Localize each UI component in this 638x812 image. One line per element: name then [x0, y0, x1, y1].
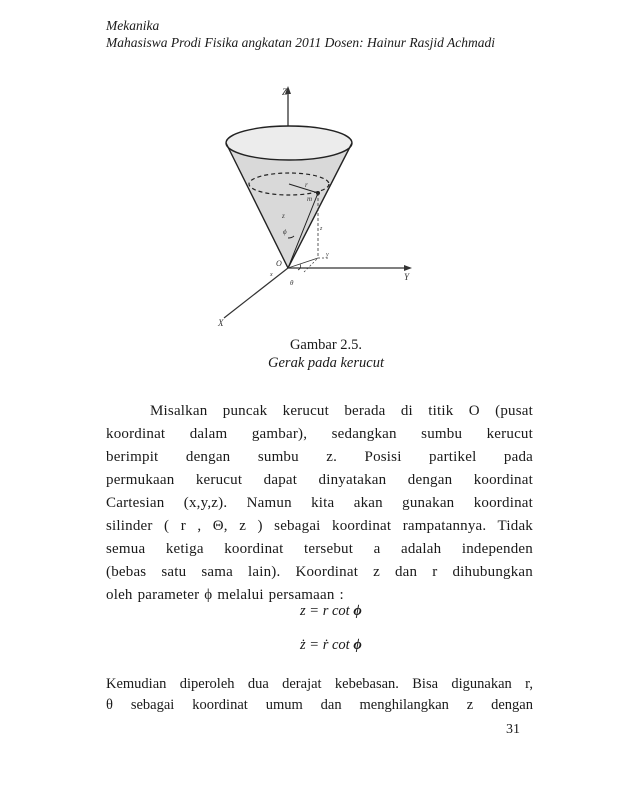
- eq2-lhs: ż: [300, 637, 306, 653]
- phi-label: ϕ: [283, 228, 287, 236]
- y-axis-label: Y: [404, 272, 410, 282]
- cone-body: [226, 143, 352, 268]
- cone-motion-figure: [0, 0, 638, 330]
- z-height-label: z: [320, 226, 323, 232]
- paragraph-line: berimpit dengan sumbu z. Posisi partikel pada: [106, 449, 533, 465]
- page-number: 31: [506, 722, 520, 737]
- z-small-label: z: [282, 212, 285, 220]
- paragraph-line: semua ketiga koordinat tersebut a adalah independen: [106, 541, 533, 557]
- paragraph-line: permukaan kerucut dapat dinyatakan dengan koordinat: [106, 472, 533, 488]
- figure-caption-number: Gambar 2.5.: [289, 337, 363, 353]
- paragraph-line: silinder ( r , Θ, z ) sebagai koordinat rampatannya. Tidak: [106, 518, 533, 534]
- figure-caption-title: Gerak pada kerucut: [268, 355, 384, 371]
- r-label: r: [305, 181, 308, 189]
- equation-1: [300, 603, 362, 620]
- paragraph-line: Misalkan puncak kerucut berada di titik O (pusat: [150, 403, 533, 419]
- y-small-label: y: [326, 252, 329, 258]
- cone-top-rim-fill: [226, 126, 352, 160]
- x-axis-line: [224, 268, 288, 318]
- eq1-rhs: = r cot: [309, 603, 354, 619]
- closing-line: Kemudian diperoleh dua derajat kebebasan. Bisa digunakan r,: [106, 676, 533, 692]
- paragraph-line: koordinat dalam gambar), sedangkan sumbu kerucut: [106, 426, 533, 442]
- eq1-lhs: z: [300, 603, 306, 619]
- y-axis-arrow: [404, 265, 412, 271]
- x-axis-label: X: [218, 318, 224, 328]
- z-axis-label: Z: [282, 87, 288, 97]
- m-label: m: [307, 195, 313, 203]
- eq1-phi: ϕ: [353, 603, 362, 619]
- eq2-phi: ϕ: [353, 637, 362, 653]
- eq2-rhs: = ṙ cot: [309, 637, 354, 653]
- theta-label: θ: [290, 279, 294, 287]
- running-header-subtitle: Mahasiswa Prodi Fisika angkatan 2011 Dosen: Hainur Rasjid Achmadi: [106, 35, 495, 50]
- equation-2: [300, 637, 362, 654]
- origin-label: O: [276, 259, 282, 268]
- paragraph-line: oleh parameter ϕ melalui persamaan :: [106, 587, 344, 603]
- closing-line: θ sebagai koordinat umum dan menghilangkan z dengan: [106, 697, 533, 713]
- paragraph-line: Cartesian (x,y,z). Namun kita akan gunakan koordinat: [106, 495, 533, 511]
- running-header-title: Mekanika: [106, 18, 160, 33]
- x-small-label: x: [270, 272, 273, 278]
- paragraph-line: (bebas satu sama lain). Koordinat z dan r dihubungkan: [106, 564, 533, 580]
